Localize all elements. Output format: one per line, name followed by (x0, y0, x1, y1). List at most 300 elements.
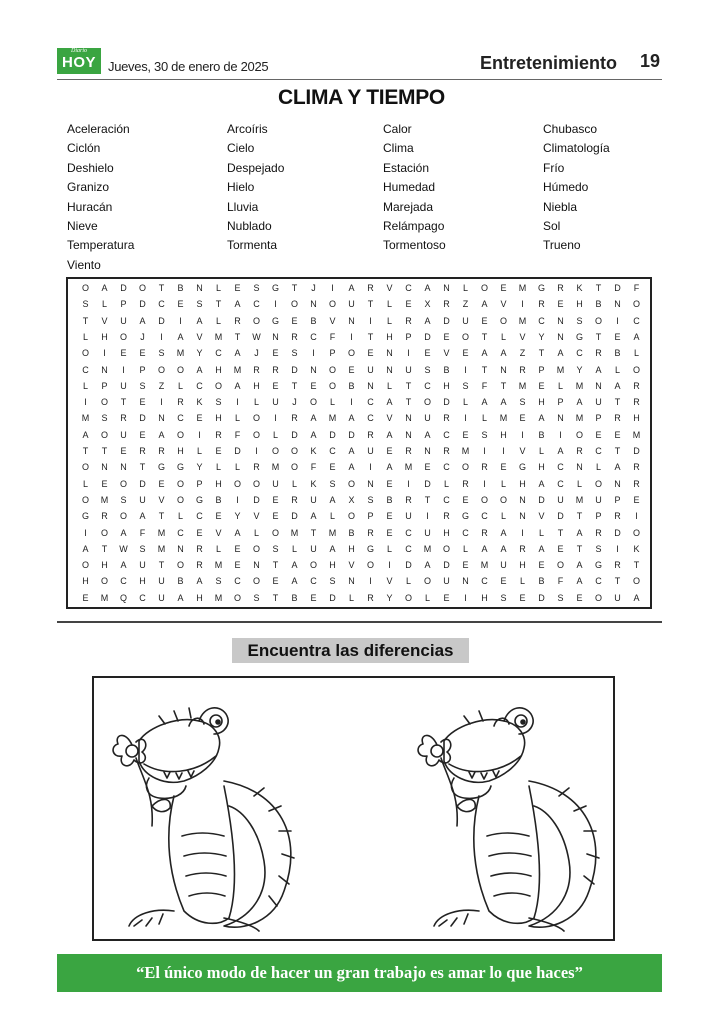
grid-letter: A (120, 560, 127, 571)
grid-letter: H (519, 478, 526, 489)
grid-letter: T (405, 380, 412, 391)
grid-letter: N (405, 413, 412, 424)
grid-letter: L (481, 413, 487, 424)
grid-letter: R (120, 413, 127, 424)
grid-letter: J (311, 283, 316, 293)
grid-letter: U (367, 364, 374, 375)
grid-letter: C (196, 511, 203, 522)
grid-letter: G (461, 511, 469, 522)
grid-letter: D (424, 478, 431, 489)
grid-letter: W (252, 331, 261, 342)
grid-letter: O (157, 364, 165, 375)
grid-letter: C (633, 315, 640, 326)
grid-letter: A (310, 413, 317, 424)
grid-letter: D (158, 315, 165, 326)
grid-letter: O (252, 315, 260, 326)
word-list-item: Frío (543, 160, 565, 175)
grid-letter: O (594, 478, 602, 489)
header-divider (57, 79, 662, 80)
grid-letter: N (405, 429, 412, 440)
grid-letter: O (271, 446, 279, 456)
grid-letter: C (462, 527, 469, 538)
grid-letter: E (386, 527, 393, 538)
grid-letter: A (500, 348, 507, 359)
grid-letter: O (632, 299, 640, 310)
grid-letter: R (253, 364, 260, 375)
grid-letter: T (158, 283, 165, 293)
grid-letter: L (329, 397, 335, 408)
grid-letter: A (557, 348, 564, 359)
grid-letter: E (310, 380, 317, 391)
grid-letter: T (481, 331, 488, 342)
grid-letter: Y (196, 462, 203, 473)
grid-letter: E (139, 397, 146, 408)
grid-letter: H (139, 576, 146, 587)
word-list-item: Nieve (67, 219, 98, 233)
grid-letter: O (81, 348, 89, 359)
grid-letter: O (290, 299, 298, 310)
grid-letter: I (198, 429, 201, 440)
grid-letter: L (443, 478, 449, 489)
grid-letter: B (538, 576, 545, 587)
grid-letter: H (196, 592, 203, 603)
word-list-item: Trueno (543, 238, 581, 253)
grid-letter: T (310, 527, 317, 538)
grid-letter: V (386, 413, 393, 424)
grid-letter: O (100, 576, 108, 587)
word-list-item: Aceleración (67, 122, 130, 136)
grid-letter: R (367, 592, 374, 603)
grid-letter: U (500, 560, 507, 571)
grid-letter: C (253, 299, 260, 310)
grid-letter: M (499, 413, 508, 424)
grid-letter: H (386, 331, 393, 342)
grid-letter: A (291, 560, 298, 571)
grid-letter: I (388, 560, 391, 571)
grid-letter: O (252, 543, 260, 554)
grid-letter: E (215, 446, 222, 456)
grid-letter: O (81, 560, 89, 571)
grid-letter: T (481, 364, 488, 375)
grid-letter: E (234, 543, 241, 554)
grid-letter: C (443, 429, 450, 440)
word-list-item: Deshielo (67, 160, 114, 175)
grid-letter: C (367, 397, 374, 408)
grid-row (76, 345, 646, 361)
grid-letter: U (120, 315, 127, 326)
grid-letter: R (443, 511, 450, 522)
grid-letter: Z (519, 348, 526, 359)
grid-letter: I (464, 364, 467, 375)
grid-letter: E (120, 348, 127, 359)
diario-hoy-logo (57, 48, 101, 74)
grid-letter: D (139, 413, 146, 424)
grid-letter: G (81, 511, 89, 522)
grid-letter: A (424, 315, 431, 326)
grid-letter: O (119, 331, 127, 342)
grid-row (76, 427, 646, 443)
grid-letter: K (576, 283, 583, 293)
grid-letter: A (196, 364, 203, 375)
grid-letter: G (366, 543, 374, 554)
section-title: Entretenimiento (480, 53, 618, 73)
grid-letter: L (253, 527, 259, 538)
grid-letter: E (557, 543, 564, 554)
grid-letter: L (595, 462, 601, 473)
grid-letter: L (348, 592, 354, 603)
grid-letter: F (234, 429, 241, 440)
grid-letter: H (215, 478, 222, 489)
grid-letter: R (158, 446, 165, 456)
grid-letter: B (538, 429, 545, 440)
grid-letter: O (176, 478, 184, 489)
grid-letter: D (614, 527, 621, 538)
grid-letter: O (347, 348, 355, 359)
grid-letter: I (521, 429, 524, 440)
grid-letter: R (633, 462, 640, 473)
grid-letter: V (329, 315, 336, 326)
grid-letter: P (405, 331, 412, 342)
grid-letter: O (632, 527, 640, 538)
grid-letter: P (595, 511, 602, 522)
grid-letter: U (120, 380, 127, 391)
grid-letter: I (369, 315, 372, 326)
grid-letter: M (575, 413, 584, 424)
differences-picture-frame (92, 676, 615, 941)
grid-letter: O (119, 511, 127, 522)
grid-letter: T (367, 331, 374, 342)
grid-letter: B (386, 494, 393, 505)
grid-letter: A (196, 576, 203, 587)
grid-letter: R (291, 413, 298, 424)
grid-letter: I (84, 397, 87, 408)
grid-letter: E (177, 299, 184, 310)
grid-letter: D (291, 511, 298, 522)
grid-row (76, 296, 646, 312)
grid-letter: J (140, 331, 145, 342)
grid-letter: B (291, 592, 298, 603)
grid-letter: A (633, 592, 640, 603)
grid-letter: U (348, 299, 355, 310)
word-list-item: Tormentoso (383, 238, 446, 253)
grid-letter: T (576, 511, 583, 522)
grid-letter: T (139, 462, 146, 473)
grid-letter: C (576, 348, 583, 359)
grid-letter: E (462, 560, 469, 571)
grid-letter: O (499, 315, 507, 326)
grid-letter: X (424, 299, 431, 310)
grid-letter: G (195, 494, 203, 505)
grid-letter: R (614, 511, 621, 522)
grid-letter: O (81, 462, 89, 473)
grid-letter: A (158, 429, 165, 440)
grid-letter: P (367, 511, 374, 522)
grid-letter: O (176, 364, 184, 375)
grid-letter: A (329, 543, 336, 554)
grid-letter: A (557, 446, 564, 456)
word-list-item: Relámpago (383, 219, 445, 233)
word-list-item: Marejada (383, 199, 434, 214)
grid-letter: L (215, 543, 221, 554)
grid-letter: H (576, 299, 583, 310)
grid-letter: U (424, 413, 431, 424)
grid-letter: R (272, 364, 279, 375)
grid-letter: H (481, 592, 488, 603)
word-list-item: Clima (383, 141, 414, 156)
grid-row (76, 280, 646, 296)
grid-letter: T (82, 446, 89, 456)
grid-row (76, 508, 646, 524)
grid-letter: I (160, 331, 163, 342)
grid-letter: U (405, 364, 412, 375)
grid-letter: B (215, 494, 222, 505)
grid-letter: L (82, 380, 88, 391)
grid-letter: E (386, 446, 393, 456)
grid-letter: A (82, 543, 89, 554)
word-list-item: Lluvia (227, 199, 259, 214)
grid-letter: S (291, 348, 298, 359)
grid-letter: L (500, 331, 506, 342)
grid-row (76, 573, 646, 589)
differences-title: Encuentra las diferencias (232, 638, 469, 663)
grid-letter: W (119, 543, 128, 554)
grid-letter: N (158, 413, 165, 424)
grid-row (76, 541, 646, 557)
grid-letter: M (290, 527, 299, 538)
grid-letter: T (595, 283, 602, 293)
grid-letter: R (196, 543, 203, 554)
grid-letter: A (310, 511, 317, 522)
grid-letter: T (272, 560, 279, 571)
grid-row (76, 410, 646, 426)
grid-letter: I (635, 511, 638, 522)
grid-letter: C (139, 592, 146, 603)
grid-letter: R (614, 560, 621, 571)
grid-letter: I (84, 527, 87, 538)
grid-letter: N (424, 446, 431, 456)
grid-letter: L (462, 397, 468, 408)
grid-letter: R (633, 397, 640, 408)
grid-letter: F (633, 283, 640, 293)
grid-letter: A (481, 348, 488, 359)
grid-letter: O (176, 560, 184, 571)
grid-letter: A (139, 315, 146, 326)
grid-letter: L (424, 592, 430, 603)
grid-letter: M (81, 413, 90, 424)
grid-letter: I (616, 543, 619, 554)
grid-letter: A (633, 331, 640, 342)
grid-letter: I (369, 462, 372, 473)
grid-letter: T (538, 348, 545, 359)
grid-letter: I (274, 413, 277, 424)
grid-letter: A (348, 446, 355, 456)
grid-letter: O (309, 397, 317, 408)
grid-letter: P (196, 478, 203, 489)
grid-letter: T (291, 283, 298, 293)
grid-letter: N (462, 576, 469, 587)
grid-letter: I (122, 364, 125, 375)
grid-letter: M (518, 315, 527, 326)
grid-row (76, 362, 646, 378)
grid-letter: L (538, 527, 544, 538)
grid-letter: R (633, 478, 640, 489)
grid-letter: M (328, 527, 337, 538)
grid-letter: E (139, 429, 146, 440)
grid-letter: T (557, 527, 564, 538)
grid-letter: N (386, 348, 393, 359)
grid-letter: O (233, 592, 241, 603)
grid-letter: E (272, 576, 279, 587)
word-list-item: Chubasco (543, 122, 598, 136)
grid-letter: C (234, 576, 241, 587)
grid-letter: A (196, 315, 203, 326)
grid-letter: A (139, 511, 146, 522)
grid-letter: L (215, 283, 221, 293)
grid-letter: A (424, 560, 431, 571)
grid-letter: R (405, 446, 412, 456)
grid-letter: D (253, 494, 260, 505)
grid-letter: T (367, 299, 374, 310)
grid-letter: E (386, 478, 393, 489)
grid-letter: O (499, 494, 507, 505)
grid-letter: A (500, 527, 507, 538)
grid-letter: L (386, 315, 392, 326)
grid-letter: L (500, 478, 506, 489)
puzzle-title: CLIMA Y TIEMPO (278, 86, 445, 109)
grid-letter: R (367, 429, 374, 440)
grid-letter: A (500, 397, 507, 408)
grid-letter: N (253, 560, 260, 571)
grid-letter: P (329, 348, 336, 359)
grid-letter: B (348, 380, 355, 391)
grid-letter: Y (538, 331, 545, 342)
grid-letter: U (443, 576, 450, 587)
grid-letter: E (595, 429, 602, 440)
grid-letter: U (310, 543, 317, 554)
grid-letter: I (407, 348, 410, 359)
grid-letter: C (158, 299, 165, 310)
grid-letter: U (272, 478, 279, 489)
grid-letter: O (290, 462, 298, 473)
grid-letter: E (196, 413, 203, 424)
grid-letter: T (158, 560, 165, 571)
grid-letter: A (234, 380, 241, 391)
grid-letter: E (196, 527, 203, 538)
grid-letter: R (576, 446, 583, 456)
grid-letter: M (214, 331, 223, 342)
grid-letter: M (632, 429, 641, 440)
grid-letter: A (386, 462, 393, 473)
grid-letter: A (120, 527, 127, 538)
quote-banner: “El único modo de hacer un gran trabajo es amar lo que haces” (57, 954, 662, 992)
grid-letter: A (291, 576, 298, 587)
grid-row (76, 476, 646, 492)
section-divider (57, 621, 662, 623)
logo-top-text: Diario (70, 48, 87, 54)
grid-letter: B (595, 299, 602, 310)
grid-letter: C (120, 576, 127, 587)
grid-letter: I (160, 397, 163, 408)
grid-letter: R (462, 478, 469, 489)
grid-letter: O (632, 364, 640, 375)
grid-letter: E (367, 348, 374, 359)
grid-letter: O (480, 494, 488, 505)
grid-letter: A (538, 543, 545, 554)
dragon-image-left (104, 686, 304, 936)
grid-letter: L (538, 446, 544, 456)
grid-letter: L (82, 331, 88, 342)
grid-letter: K (310, 478, 317, 489)
grid-letter: H (538, 462, 545, 473)
grid-letter: A (481, 299, 488, 310)
grid-letter: L (519, 576, 525, 587)
grid-letter: R (595, 348, 602, 359)
grid-letter: O (290, 446, 298, 456)
grid-letter: A (595, 364, 602, 375)
word-list-item: Niebla (543, 199, 578, 214)
grid-letter: S (196, 299, 203, 310)
grid-letter: Y (234, 511, 241, 522)
grid-letter: E (386, 511, 393, 522)
grid-letter: I (350, 331, 353, 342)
grid-letter: E (538, 380, 545, 391)
grid-letter: L (177, 380, 183, 391)
grid-letter: C (424, 380, 431, 391)
grid-letter: U (405, 511, 412, 522)
grid-letter: O (632, 576, 640, 587)
grid-letter: R (519, 364, 526, 375)
grid-letter: A (101, 283, 108, 293)
grid-letter: I (274, 299, 277, 310)
grid-letter: H (82, 576, 89, 587)
grid-letter: I (521, 527, 524, 538)
grid-letter: O (81, 494, 89, 505)
grid-row (76, 492, 646, 508)
grid-letter: D (329, 429, 336, 440)
grid-letter: G (157, 462, 165, 473)
grid-letter: O (252, 478, 260, 489)
grid-letter: P (595, 413, 602, 424)
grid-letter: A (386, 397, 393, 408)
grid-letter: E (120, 446, 127, 456)
grid-letter: N (348, 315, 355, 326)
grid-letter: L (614, 364, 620, 375)
grid-letter: Y (576, 364, 583, 375)
grid-letter: I (464, 413, 467, 424)
grid-letter: R (234, 315, 241, 326)
grid-letter: D (291, 364, 298, 375)
grid-letter: S (158, 348, 165, 359)
grid-letter: O (575, 429, 583, 440)
grid-letter: T (215, 299, 222, 310)
grid-letter: A (329, 494, 336, 505)
grid-letter: I (483, 478, 486, 489)
grid-letter: R (443, 446, 450, 456)
grid-letter: I (559, 429, 562, 440)
grid-letter: L (633, 348, 639, 359)
grid-letter: B (177, 283, 184, 293)
grid-letter: O (423, 397, 431, 408)
grid-letter: R (139, 446, 146, 456)
grid-letter: D (120, 283, 127, 293)
grid-row (76, 590, 646, 606)
grid-letter: E (557, 299, 564, 310)
grid-letter: H (443, 380, 450, 391)
grid-letter: D (443, 315, 450, 326)
grid-letter: H (253, 380, 260, 391)
grid-row (76, 394, 646, 410)
grid-letter: S (329, 576, 336, 587)
